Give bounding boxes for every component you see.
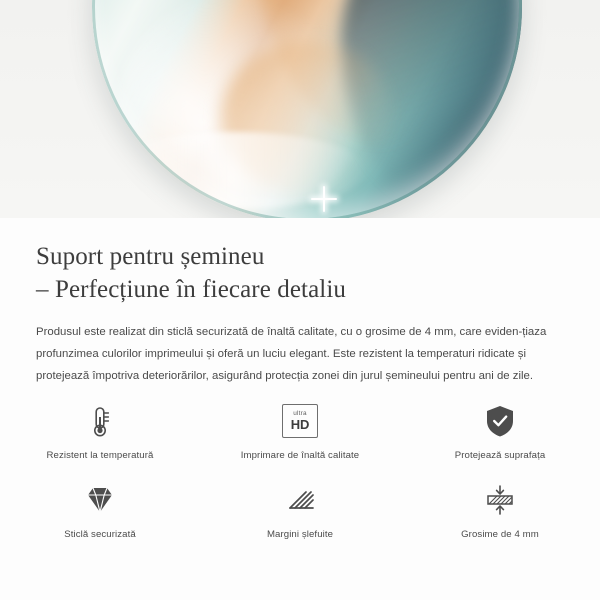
polished-edges-icon [277,477,323,523]
page-title [0,218,600,306]
text-content [0,218,600,388]
ultra-hd-main-text: HD [290,417,310,433]
feature-label: Rezistent la temperatură [46,450,154,461]
headline-line-2: – Perfecțiune în fiecare detaliu [36,276,346,303]
body-paragraph: Produsul este realizat din sticlă securizată de înaltă calitate, cu o grosime de 4 mm, care eviden-țiaza profunzimea culorilor imprimeului și oferă un luciu elegant. Este rezistent la temperaturi ridicate și protejează împotriva deteriorărilor, asigurând protecția zonei din jurul șemineului pentru ani de zile. [36,326,547,382]
feature-label: Sticlă securizată [64,529,136,540]
feature-label: Imprimare de înaltă calitate [240,450,360,461]
diamond-icon [77,477,123,523]
feature-item-print-quality [200,398,400,461]
feature-grid [0,398,600,540]
feature-label: Grosime de 4 mm [461,529,539,540]
feature-item-thickness [400,477,600,540]
headline-line-1: Suport pentru șemineu [36,243,265,270]
thermometer-icon [77,398,123,444]
feature-item-temperature [0,398,200,461]
feature-label: Protejează suprafața [454,450,546,461]
feature-label: Margini șlefuite [266,529,334,540]
feature-item-surface-protection [400,398,600,461]
thickness-icon [477,477,523,523]
ultra-hd-top-text: ultra [293,409,307,417]
glass-plate-image [92,0,522,218]
ultra-hd-icon [277,398,323,444]
shield-check-icon [477,398,523,444]
feature-item-tempered-glass [0,477,200,540]
feature-item-polished-edges [200,477,400,540]
hero-image [0,0,600,218]
